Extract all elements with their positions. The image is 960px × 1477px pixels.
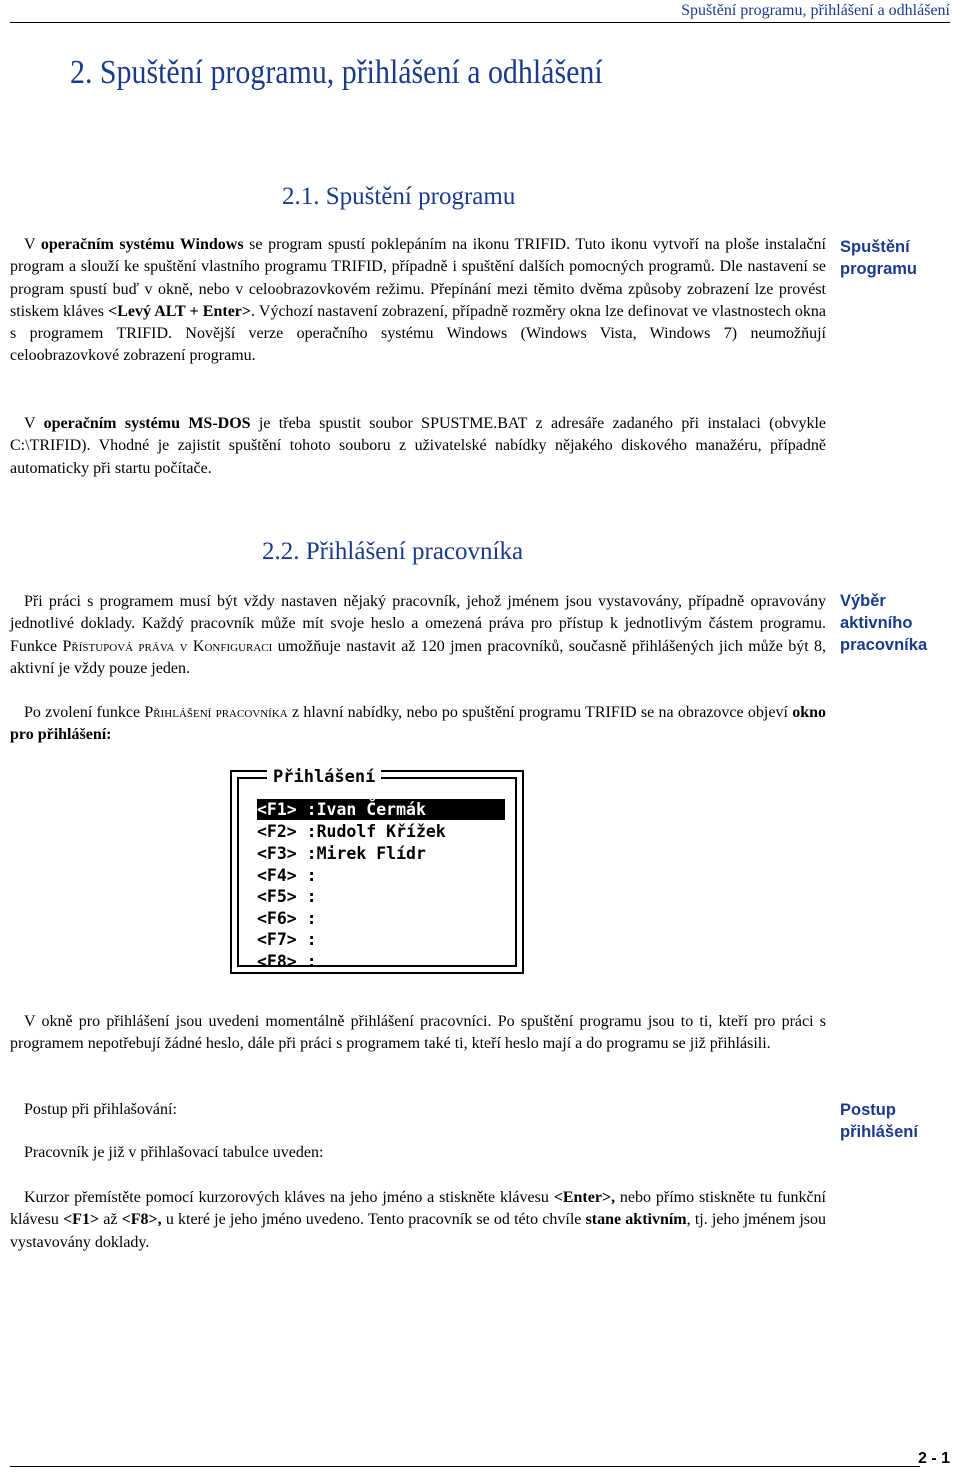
text: Při práci s programem musí být vždy nastaven nějaký pracovník, jehož jménem jsou vystavovány, případně opravovány jednotlivé doklady. Každý pracovník může mít svoje heslo a omezená práva pro přístup k jednotlivým částem programu. Funkce: [10, 593, 826, 655]
login-row-f7[interactable]: <F7> :: [257, 930, 317, 949]
side-label-line: Výběr: [840, 592, 886, 610]
side-label-line: pracovníka: [840, 636, 928, 654]
section-2-2-paragraph-3: [10, 1011, 826, 1056]
text: u které je jeho jméno uvedeno. Tento pracovník se od této chvíle: [161, 1211, 586, 1229]
running-header: Spuštění programu, přihlášení a odhlášení: [681, 2, 950, 19]
login-row-f2[interactable]: <F2> :Rudolf Křížek: [257, 822, 446, 841]
bold-text: stane aktivním: [585, 1211, 687, 1229]
bold-text: <F8>,: [121, 1211, 162, 1229]
section-2-2-paragraph-1: [10, 591, 826, 680]
bold-text: okno pro přihlášení:: [10, 704, 826, 744]
section-2-2-paragraph-2: [10, 702, 826, 747]
text: V: [24, 236, 41, 253]
side-label-line: programu: [840, 260, 918, 278]
side-label-postup: [840, 1099, 955, 1143]
login-row-f4[interactable]: <F4> :: [257, 866, 317, 885]
chapter-title: 2. Spuštění programu, přihlášení a odhlášení: [70, 54, 603, 91]
text: V okně pro přihlášení jsou uvedeni momentálně přihlášení pracovníci. Po spuštění programu jsou to ti, kteří pro práci s programem nepotřebují žádné heslo, dále při práci s programem také ti, kteří heslo mají a do programu se již přihlásili.: [10, 1013, 826, 1053]
text: Po zvolení funkce: [24, 704, 145, 721]
text: Pracovník je již v přihlašovací tabulce uveden:: [24, 1144, 324, 1161]
section-2-1-paragraph-2: [10, 413, 826, 480]
side-label-vyber: [840, 590, 955, 656]
bold-text: <Enter>,: [553, 1189, 616, 1206]
text: nebo přímo stiskněte tu funkční klávesu: [10, 1189, 826, 1229]
login-row-f3[interactable]: <F3> :Mirek Flídr: [257, 844, 426, 863]
footer-rule: [10, 1466, 920, 1467]
text: až: [99, 1211, 122, 1229]
side-label-line: Postup: [840, 1101, 896, 1119]
bold-text: operačním systému Windows: [40, 236, 244, 253]
login-window: [230, 767, 524, 974]
text: je třeba spustit soubor SPUSTME.BAT z adresáře zadaného při instalaci (obvykle C:\TRIFID). Vhodné je zajistit spuštění tohoto souboru z uživatelské nabídky nějakého diskového manažéru, případně automaticky při startu počítače.: [10, 415, 826, 477]
text: Postup při přihlašování:: [24, 1101, 177, 1118]
section-2-2-title: 2.2. Přihlášení pracovníka: [262, 538, 524, 565]
small-caps-text: Přihlášení pracovníka: [144, 704, 288, 721]
section-2-1-paragraph-1: [10, 234, 826, 368]
login-window-frame: [237, 767, 517, 971]
small-caps-text: Přístupová práva v Konfiguraci: [62, 637, 273, 655]
login-row-f8[interactable]: <F8> :: [257, 952, 317, 971]
header-rule: [10, 22, 950, 23]
login-row-f6[interactable]: <F6> :: [257, 909, 317, 928]
text: , tj. jeho jménem jsou vystavovány doklady.: [10, 1211, 827, 1251]
section-2-2-paragraph-4: [10, 1099, 826, 1121]
side-label-line: přihlášení: [840, 1123, 918, 1141]
section-2-2-paragraph-5: [10, 1142, 826, 1164]
text: Kurzor přemístěte pomocí kurzorových kláves na jeho jméno a stiskněte klávesu: [24, 1189, 554, 1206]
section-2-2-paragraph-6: [10, 1187, 826, 1254]
login-row-f5[interactable]: <F5> :: [257, 887, 317, 906]
side-label-line: aktivního: [840, 614, 913, 632]
login-row-f1[interactable]: <F1> :Ivan Čermák: [257, 799, 505, 820]
text: z hlavní nabídky, nebo po spuštění programu TRIFID se na obrazovce objeví: [287, 704, 793, 721]
text: . Výchozí nastavení zobrazení, případně rozměry okna lze definovat ve vlastnostech okna s programem TRIFID. Novější verze operačního systému Windows (Windows Vista, Windows 7) neumožňují celoobrazovkové zobrazení programu.: [10, 302, 827, 365]
side-label-spusteni: [840, 236, 955, 280]
bold-text: <Levý ALT + Enter>: [108, 302, 252, 320]
bold-text: operačním systému MS-DOS: [43, 415, 251, 432]
text: se program spustí poklepáním na ikonu TRIFID. Tuto ikonu vytvoří na ploše instalační program a slouží ke spuštění vlastního programu TRIFID, případně i spuštění dalších pomocných programů. Dle nastavení se program spustí buď v okně, nebo v celoobrazovkovém režimu. Přepínání mezi těmito dvěma způsoby zobrazení lze provést stiskem kláves: [10, 236, 827, 320]
bold-text: <F1>: [63, 1211, 100, 1229]
page-number: 2 - 1: [917, 1450, 950, 1467]
text: V: [24, 415, 44, 432]
section-2-1-title: 2.1. Spuštění programu: [282, 183, 516, 210]
text: umožňuje nastavit až 120 jmen pracovníků, současně přihlášených jich může být 8, aktivní je vždy pouze jeden.: [10, 637, 827, 677]
login-window-title: Přihlášení: [267, 766, 381, 788]
side-label-line: Spuštění: [840, 238, 910, 256]
